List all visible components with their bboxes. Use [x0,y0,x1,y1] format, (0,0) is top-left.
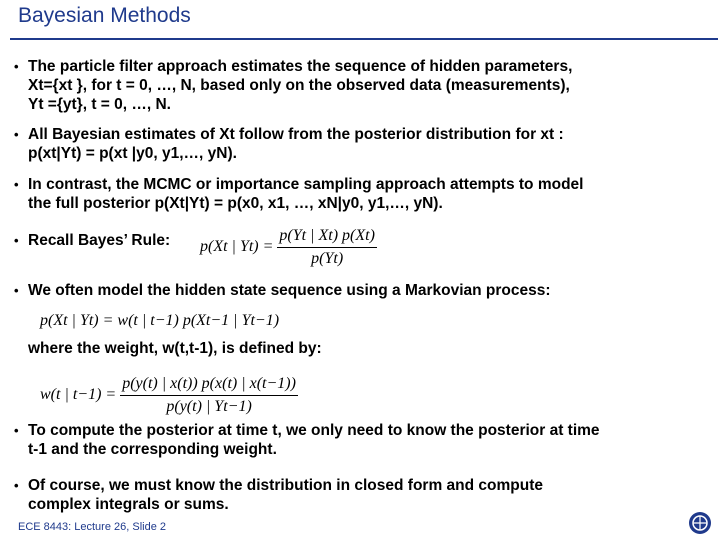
logo-icon [686,510,714,536]
bullet-line: p(xt|Yt) = p(xt |y0, y1,…, yN). [28,145,237,162]
bayes-denominator: p(Yt) [311,250,344,267]
bayes-rule-equation [200,226,377,269]
bullet-dot: • [14,127,19,142]
bullet-markovian [14,281,712,300]
bullet-dot: • [14,478,19,493]
bullet-compute-posterior [14,421,712,459]
bullet-particle-filter [14,57,712,114]
bullet-line: where the weight, w(t,t-1), is defined by: [28,340,322,357]
bullet-dot: • [14,283,19,298]
bullet-closed-form [14,476,712,514]
weight-definition-text [14,339,712,358]
bullet-line: Of course, we must know the distribution in closed form and compute [28,477,543,494]
bullet-line: To compute the posterior at time t, we only need to know the posterior at time [28,422,600,439]
bullet-mcmc [14,175,712,213]
bullet-line: the full posterior p(Xt|Yt) = p(x0, x1, …, xN|y0, y1,…, yN). [28,195,443,212]
weight-numerator: p(y(t) | x(t)) p(x(t) | x(t−1)) [120,374,298,396]
bayes-lhs: p(Xt | Yt) = [200,238,274,256]
bullet-line: t-1 and the corresponding weight. [28,441,277,458]
weight-lhs: w(t | t−1) = [40,386,117,404]
weight-fraction [120,374,298,417]
bullet-line: We often model the hidden state sequence using a Markovian process: [28,282,551,299]
bullet-line: Yt ={yt}, t = 0, …, N. [28,96,171,113]
bullet-line: complex integrals or sums. [28,496,229,513]
slide-footer: ECE 8443: Lecture 26, Slide 2 [18,521,166,533]
bullet-line: The particle filter approach estimates the sequence of hidden parameters, [28,58,573,75]
bullet-dot: • [14,233,19,248]
title-rule [10,38,718,40]
weight-denominator: p(y(t) | Yt−1) [166,398,252,415]
bullet-dot: • [14,423,19,438]
bullet-line: Recall Bayes’ Rule: [28,232,171,249]
bayes-numerator: p(Yt | Xt) p(Xt) [277,226,377,248]
markov-equation: p(Xt | Yt) = w(t | t−1) p(Xt−1 | Yt−1) [40,312,280,329]
bullet-line: In contrast, the MCMC or importance sampling approach attempts to model [28,176,584,193]
bayes-fraction [277,226,377,269]
slide-title: Bayesian Methods [18,4,191,27]
weight-equation [40,374,298,417]
bullet-bayesian-estimates [14,125,712,163]
bullet-dot: • [14,59,19,74]
bullet-line: All Bayesian estimates of Xt follow from the posterior distribution for xt : [28,126,564,143]
bullet-line: Xt={xt }, for t = 0, …, N, based only on the observed data (measurements), [28,77,570,94]
bullet-dot: • [14,177,19,192]
